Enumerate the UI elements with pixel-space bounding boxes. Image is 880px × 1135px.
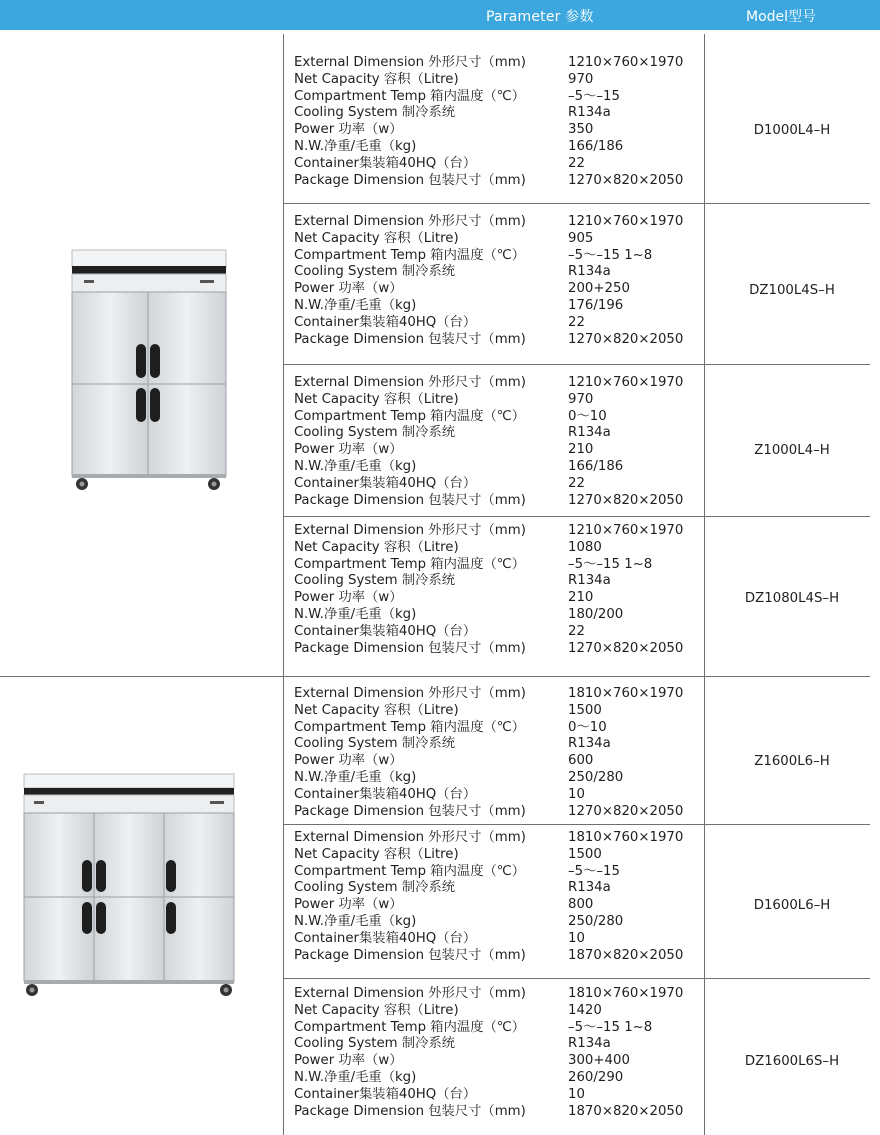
spec-label: Container集装箱40HQ（台）: [294, 623, 477, 639]
spec-row: [294, 931, 714, 948]
spec-value: 800: [568, 897, 594, 913]
spec-label: External Dimension 外形尺寸（mm): [294, 214, 526, 229]
spec-label: Container集装箱40HQ（台）: [294, 930, 477, 946]
spec-label: Cooling System 制冷系统: [294, 573, 456, 589]
spec-label: External Dimension 外形尺寸（mm): [294, 55, 526, 70]
spec-row: [294, 897, 714, 914]
spec-row: [294, 1003, 714, 1020]
spec-label: Power 功率（w）: [294, 442, 403, 458]
spec-row: [294, 89, 714, 106]
spec-row: [294, 55, 714, 72]
model-name: DZ1600L6S–H: [744, 1054, 840, 1069]
spec-label: Net Capacity 容积（Litre): [294, 702, 459, 718]
spec-label: N.W.净重/毛重（kg): [294, 138, 417, 154]
spec-value: 350: [568, 122, 594, 138]
spec-value: R134a: [568, 105, 611, 121]
spec-row: [294, 264, 714, 281]
spec-row: [294, 1087, 714, 1104]
spec-row: [294, 770, 714, 787]
spec-row: [294, 476, 714, 493]
spec-value: 1080: [568, 539, 602, 555]
spec-label: Compartment Temp 箱内温度（℃）: [294, 863, 526, 879]
spec-value: 250/280: [568, 913, 624, 929]
spec-label: External Dimension 外形尺寸（mm): [294, 830, 526, 845]
spec-label: Package Dimension 包装尺寸（mm): [294, 492, 526, 508]
spec-value: 1210×760×1970: [568, 375, 684, 390]
spec-row: [294, 409, 714, 426]
spec-label: Container集装箱40HQ（台）: [294, 786, 477, 802]
spec-row: [294, 1036, 714, 1053]
spec-label: N.W.净重/毛重（kg): [294, 1069, 417, 1085]
model-name: Z1000L4–H: [754, 443, 830, 458]
spec-row: [294, 787, 714, 804]
spec-value: 905: [568, 230, 594, 246]
spec-value: 970: [568, 391, 594, 407]
spec-row: [294, 948, 714, 965]
spec-value: 300+400: [568, 1053, 630, 1069]
spec-row: [294, 986, 714, 1003]
spec-row: [294, 139, 714, 156]
spec-label: Cooling System 制冷系统: [294, 736, 456, 752]
spec-label: Power 功率（w）: [294, 1053, 403, 1069]
spec-label: N.W.净重/毛重（kg): [294, 297, 417, 313]
spec-row: [294, 281, 714, 298]
spec-value: 1870×820×2050: [568, 1103, 684, 1119]
spec-row: [294, 736, 714, 753]
spec-label: Net Capacity 容积（Litre): [294, 1002, 459, 1018]
spec-label: Package Dimension 包装尺寸（mm): [294, 803, 526, 819]
spec-row: [294, 753, 714, 770]
spec-value: R134a: [568, 573, 611, 589]
spec-value: R134a: [568, 1036, 611, 1052]
spec-value: 210: [568, 590, 594, 606]
spec-value: 1210×760×1970: [568, 523, 684, 538]
parameter-column-header: Parameter 参数: [486, 9, 594, 25]
spec-label: Net Capacity 容积（Litre): [294, 391, 459, 407]
spec-row: [294, 624, 714, 641]
spec-label: N.W.净重/毛重（kg): [294, 606, 417, 622]
spec-value: –5～–15: [568, 863, 620, 879]
spec-value: 260/290: [568, 1069, 624, 1085]
spec-value: 210: [568, 442, 594, 458]
spec-value: 0～10: [568, 408, 607, 424]
spec-row: [294, 459, 714, 476]
spec-label: Net Capacity 容积（Litre): [294, 71, 459, 87]
spec-value: 22: [568, 475, 585, 491]
spec-value: 1270×820×2050: [568, 492, 684, 508]
spec-value: 1210×760×1970: [568, 214, 684, 229]
six-door-fridge-image: [20, 772, 240, 1002]
model-name: Z1600L6–H: [754, 754, 830, 769]
spec-label: Cooling System 制冷系统: [294, 264, 456, 280]
spec-value: R134a: [568, 736, 611, 752]
model-name: DZ100L4S–H: [749, 283, 835, 298]
spec-value: 10: [568, 786, 585, 802]
spec-label: Cooling System 制冷系统: [294, 425, 456, 441]
spec-row: [294, 156, 714, 173]
spec-block: [294, 55, 714, 189]
spec-block: [294, 986, 714, 1120]
spec-value: 200+250: [568, 281, 630, 297]
spec-label: Cooling System 制冷系统: [294, 880, 456, 896]
spec-label: Container集装箱40HQ（台）: [294, 475, 477, 491]
spec-label: N.W.净重/毛重（kg): [294, 458, 417, 474]
spec-row: [294, 573, 714, 590]
spec-row: [294, 425, 714, 442]
spec-value: 10: [568, 930, 585, 946]
spec-row: [294, 214, 714, 231]
spec-label: Power 功率（w）: [294, 122, 403, 138]
model-name: DZ1080L4S–H: [744, 591, 840, 606]
spec-row: [294, 720, 714, 737]
row-divider: [283, 364, 870, 365]
spec-value: –5～–15 1~8: [568, 556, 653, 572]
row-divider: [283, 516, 870, 517]
spec-row: [294, 686, 714, 703]
spec-row: [294, 914, 714, 931]
spec-value: 0～10: [568, 719, 607, 735]
spec-value: 1500: [568, 846, 602, 862]
spec-label: Container集装箱40HQ（台）: [294, 1086, 477, 1102]
spec-row: [294, 231, 714, 248]
spec-row: [294, 1020, 714, 1037]
spec-value: 180/200: [568, 606, 624, 622]
spec-label: Package Dimension 包装尺寸（mm): [294, 172, 526, 188]
spec-label: Container集装箱40HQ（台）: [294, 155, 477, 171]
spec-label: Net Capacity 容积（Litre): [294, 846, 459, 862]
row-divider: [283, 203, 870, 204]
spec-row: [294, 880, 714, 897]
model-column-header: Model型号: [746, 9, 817, 25]
spec-label: Compartment Temp 箱内温度（℃）: [294, 88, 526, 104]
spec-label: Compartment Temp 箱内温度（℃）: [294, 1019, 526, 1035]
spec-label: Compartment Temp 箱内温度（℃）: [294, 247, 526, 263]
row-divider: [283, 824, 870, 825]
spec-label: Power 功率（w）: [294, 590, 403, 606]
spec-row: [294, 332, 714, 349]
spec-label: Compartment Temp 箱内温度（℃）: [294, 719, 526, 735]
spec-value: 10: [568, 1086, 585, 1102]
spec-value: 1270×820×2050: [568, 331, 684, 347]
spec-row: [294, 375, 714, 392]
spec-row: [294, 122, 714, 139]
spec-label: External Dimension 外形尺寸（mm): [294, 686, 526, 701]
spec-label: Net Capacity 容积（Litre): [294, 230, 459, 246]
spec-label: Power 功率（w）: [294, 753, 403, 769]
spec-row: [294, 315, 714, 332]
spec-label: Container集装箱40HQ（台）: [294, 314, 477, 330]
spec-value: 1270×820×2050: [568, 640, 684, 656]
spec-label: External Dimension 外形尺寸（mm): [294, 375, 526, 390]
spec-label: Package Dimension 包装尺寸（mm): [294, 947, 526, 963]
spec-row: [294, 540, 714, 557]
spec-label: Power 功率（w）: [294, 281, 403, 297]
spec-label: External Dimension 外形尺寸（mm): [294, 523, 526, 538]
spec-value: –5～–15 1~8: [568, 1019, 653, 1035]
spec-row: [294, 442, 714, 459]
spec-row: [294, 105, 714, 122]
spec-row: [294, 804, 714, 821]
spec-value: 166/186: [568, 138, 624, 154]
spec-label: Net Capacity 容积（Litre): [294, 539, 459, 555]
spec-value: 1810×760×1970: [568, 830, 684, 845]
spec-block: [294, 523, 714, 657]
spec-label: Package Dimension 包装尺寸（mm): [294, 640, 526, 656]
spec-value: 1810×760×1970: [568, 686, 684, 701]
spec-value: 1810×760×1970: [568, 986, 684, 1001]
spec-value: 970: [568, 71, 594, 87]
spec-label: N.W.净重/毛重（kg): [294, 769, 417, 785]
spec-value: 250/280: [568, 769, 624, 785]
spec-row: [294, 1104, 714, 1121]
four-door-fridge-image: [68, 248, 232, 498]
spec-row: [294, 298, 714, 315]
spec-row: [294, 703, 714, 720]
spec-label: External Dimension 外形尺寸（mm): [294, 986, 526, 1001]
spec-label: Cooling System 制冷系统: [294, 105, 456, 121]
spec-row: [294, 1053, 714, 1070]
spec-row: [294, 493, 714, 510]
spec-value: R134a: [568, 880, 611, 896]
spec-row: [294, 830, 714, 847]
spec-row: [294, 557, 714, 574]
spec-label: Package Dimension 包装尺寸（mm): [294, 1103, 526, 1119]
spec-label: Package Dimension 包装尺寸（mm): [294, 331, 526, 347]
spec-block: [294, 686, 714, 820]
spec-label: N.W.净重/毛重（kg): [294, 913, 417, 929]
group-divider: [0, 676, 870, 677]
spec-label: Compartment Temp 箱内温度（℃）: [294, 556, 526, 572]
spec-value: 1420: [568, 1002, 602, 1018]
spec-row: [294, 607, 714, 624]
table-header-bar: [0, 0, 880, 30]
spec-value: 166/186: [568, 458, 624, 474]
spec-value: –5～–15: [568, 88, 620, 104]
spec-block: [294, 830, 714, 964]
row-divider: [283, 978, 870, 979]
spec-value: 1870×820×2050: [568, 947, 684, 963]
spec-row: [294, 847, 714, 864]
spec-value: 1270×820×2050: [568, 803, 684, 819]
spec-row: [294, 641, 714, 658]
spec-value: –5～–15 1~8: [568, 247, 653, 263]
spec-label: Compartment Temp 箱内温度（℃）: [294, 408, 526, 424]
spec-row: [294, 173, 714, 190]
spec-value: 600: [568, 753, 594, 769]
spec-value: R134a: [568, 264, 611, 280]
spec-row: [294, 523, 714, 540]
spec-row: [294, 864, 714, 881]
spec-value: 22: [568, 314, 585, 330]
param-column-divider: [283, 34, 284, 1135]
spec-label: Cooling System 制冷系统: [294, 1036, 456, 1052]
spec-value: R134a: [568, 425, 611, 441]
spec-row: [294, 590, 714, 607]
spec-value: 1270×820×2050: [568, 172, 684, 188]
spec-row: [294, 248, 714, 265]
spec-value: 1500: [568, 702, 602, 718]
spec-value: 22: [568, 155, 585, 171]
spec-label: Power 功率（w）: [294, 897, 403, 913]
spec-value: 22: [568, 623, 585, 639]
spec-block: [294, 214, 714, 348]
model-name: D1000L4–H: [753, 123, 831, 138]
spec-value: 1210×760×1970: [568, 55, 684, 70]
model-name: D1600L6–H: [753, 898, 831, 913]
spec-block: [294, 375, 714, 509]
spec-row: [294, 392, 714, 409]
spec-value: 176/196: [568, 297, 624, 313]
spec-row: [294, 72, 714, 89]
spec-row: [294, 1070, 714, 1087]
